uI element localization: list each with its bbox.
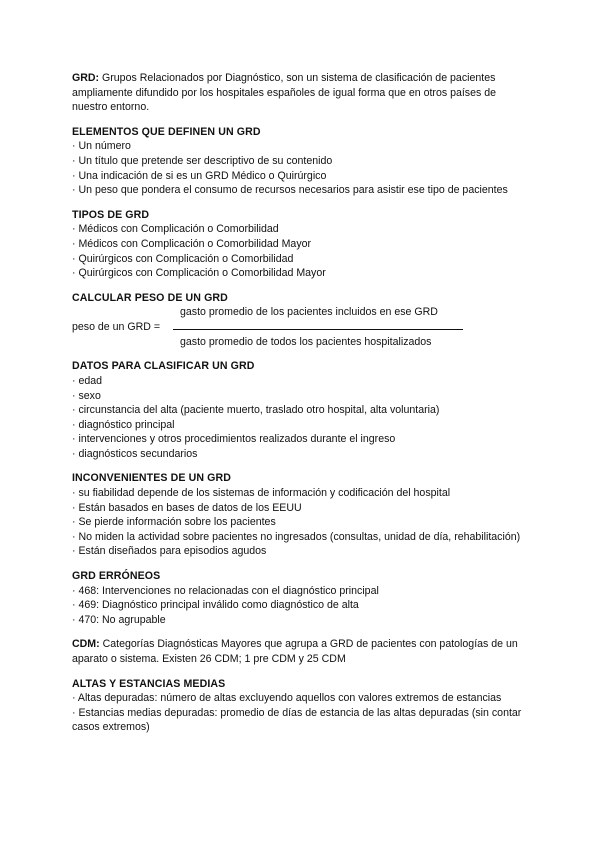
section-elementos [72,125,534,198]
formula-label: peso de un GRD = [72,321,161,334]
heading-altas: ALTAS Y ESTANCIAS MEDIAS [72,677,226,690]
list-item: · Un título que pretende ser descriptivo de su contenido [72,154,333,167]
section-erroneos [72,569,534,627]
list-item: · Están diseñados para episodios agudos [72,545,267,558]
list-item: · 469: Diagnóstico principal inválido como diagnóstico de alta [72,599,359,612]
list-item: · Altas depuradas: número de altas excluyendo aquellos con valores extremos de estancias [72,692,502,705]
grd-definition [72,71,534,115]
list-item: · sexo [72,389,101,402]
list-item: · Quirúrgicos con Complicación o Comorbilidad [72,252,294,265]
heading-elementos: ELEMENTOS QUE DEFINEN UN GRD [72,125,261,138]
list-item: · intervenciones y otros procedimientos realizados durante el ingreso [72,433,396,446]
section-altas [72,677,534,735]
section-tipos [72,208,534,281]
list-item: · Médicos con Complicación o Comorbilidad Mayor [72,237,312,250]
list-item: · Estancias medias depuradas: promedio de días de estancia de las altas depuradas (sin contar casos extremos) [72,706,522,734]
formula-denominator: gasto promedio de todos los pacientes hospitalizados [180,336,432,349]
formula-numerator: gasto promedio de los pacientes incluidos en ese GRD [180,306,438,319]
list-item: · Están basados en bases de datos de los EEUU [72,501,302,514]
grd-term: GRD: [72,72,100,84]
list-item: · diagnósticos secundarios [72,447,198,460]
heading-inconvenientes: INCONVENIENTES DE UN GRD [72,472,231,485]
cdm-definition [72,637,534,666]
fraction-bar [173,329,463,330]
section-datos [72,359,534,461]
list-item: · circunstancia del alta (paciente muerto, traslado otro hospital, alta voluntaria) [72,404,440,417]
heading-tipos: TIPOS DE GRD [72,208,150,221]
cdm-definition-text: Categorías Diagnósticas Mayores que agrupa a GRD de pacientes con patologías de un aparato o sistema. Existen 26 CDM; 1 pre CDM y 25 CDM [72,638,518,665]
heading-erroneos: GRD ERRÓNEOS [72,570,161,583]
list-item: · 468: Intervenciones no relacionadas con el diagnóstico principal [72,584,379,597]
list-item: · Quirúrgicos con Complicación o Comorbilidad Mayor [72,267,326,280]
list-item: · Un número [72,140,131,153]
heading-peso: CALCULAR PESO DE UN GRD [72,291,228,304]
list-item: · Una indicación de si es un GRD Médico o Quirúrgico [72,169,327,182]
list-item: · Médicos con Complicación o Comorbilidad [72,223,279,236]
section-inconvenientes [72,471,534,559]
cdm-term: CDM: [72,638,100,651]
list-item: · su fiabilidad depende de los sistemas de información y codificación del hospital [72,487,451,500]
grd-definition-text: Grupos Relacionados por Diagnóstico, son un sistema de clasificación de pacientes ampliamente difundido por los hospitales españoles de igual forma que en otros países de nuestro entorno. [72,72,497,114]
section-peso [72,291,534,350]
list-item: · diagnóstico principal [72,418,175,431]
list-item: · 470: No agrupable [72,613,166,626]
list-item: · edad [72,374,103,387]
list-item: · Se pierde información sobre los pacientes [72,516,276,529]
weight-formula [72,305,534,349]
heading-datos: DATOS PARA CLASIFICAR UN GRD [72,360,255,373]
list-item: · Un peso que pondera el consumo de recursos necesarios para asistir ese tipo de pacientes [72,184,508,197]
list-item: · No miden la actividad sobre pacientes no ingresados (consultas, unidad de día, rehabilitación) [72,530,521,543]
